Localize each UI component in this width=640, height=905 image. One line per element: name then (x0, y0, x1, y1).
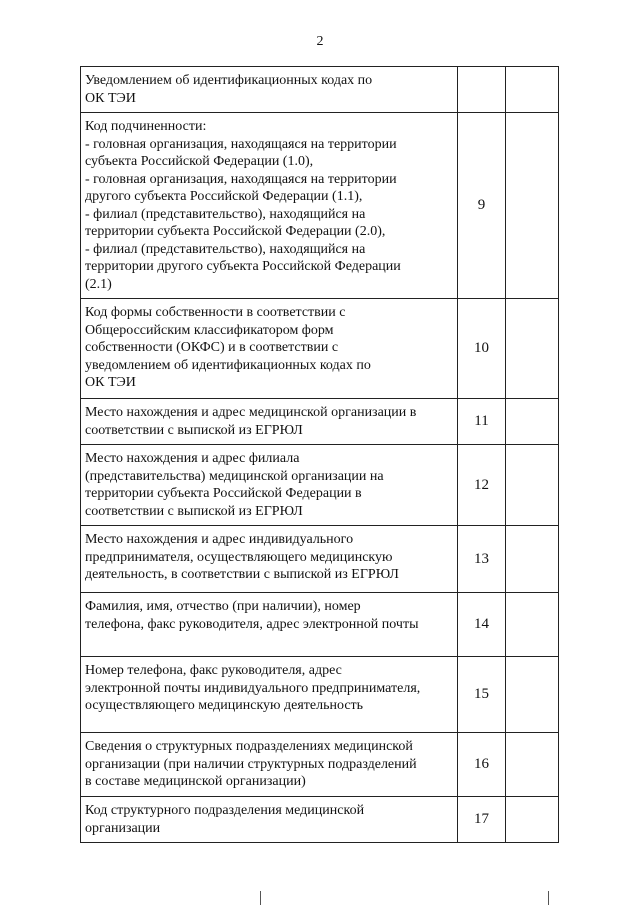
row-description-text: Место нахождения и адрес медицинской организации в соответствии с выпиской из ЕГРЮЛ (85, 405, 417, 438)
table-row (81, 113, 559, 299)
form-table (80, 66, 559, 843)
row-value-cell[interactable] (506, 733, 559, 797)
table-row (81, 445, 559, 526)
page-edge-mark (260, 891, 261, 905)
row-description-text: Уведомлением об идентификационных кодах по ОК ТЭИ (85, 73, 373, 106)
page-number: 2 (316, 34, 324, 49)
table-row (81, 733, 559, 797)
row-description-text: Код структурного подразделения медицинской организации (85, 803, 365, 836)
row-number: 10 (458, 299, 506, 399)
row-description (81, 593, 458, 657)
row-value-cell[interactable] (506, 113, 559, 299)
row-description (81, 657, 458, 733)
row-description (81, 299, 458, 399)
row-description-text: Номер телефона, факс руководителя, адрес электронной почты индивидуального предпринимателя, осуществляющего медицинскую деятельность (85, 663, 421, 713)
row-description-text: Код формы собственности в соответствии с Общероссийским классификатором форм собственности (ОКФС) и в соответствии с уведомлением об идентификационных кодах по ОК ТЭИ (85, 305, 371, 390)
page-edge-mark (548, 891, 549, 905)
row-value-cell[interactable] (506, 399, 559, 445)
row-value-cell[interactable] (506, 445, 559, 526)
table-row (81, 657, 559, 733)
row-description (81, 67, 458, 113)
row-description (81, 113, 458, 299)
table-row (81, 593, 559, 657)
row-number: 12 (458, 445, 506, 526)
row-value-cell[interactable] (506, 526, 559, 593)
row-description (81, 526, 458, 593)
row-description-text: Код подчиненности: - головная организация, находящаяся на территории субъекта Российской Федерации (1.0), - головная организация, находящаяся на территории другого субъекта Российской Федерации (1.1), - филиал (представительство), находящийся на территории субъекта Российской Федерации (2.0), - филиал (представительство), находящийся на территории другого субъекта Российской Федерации (2.1) (85, 119, 401, 292)
row-value-cell[interactable] (506, 67, 559, 113)
row-description-text: Место нахождения и адрес филиала (представительства) медицинской организации на территории субъекта Российской Федерации в соответствии с выпиской из ЕГРЮЛ (85, 451, 384, 519)
table-row (81, 299, 559, 399)
table-row (81, 399, 559, 445)
row-number: 13 (458, 526, 506, 593)
row-number: 17 (458, 797, 506, 843)
row-description (81, 445, 458, 526)
row-value-cell[interactable] (506, 797, 559, 843)
row-description-text: Фамилия, имя, отчество (при наличии), номер телефона, факс руководителя, адрес электронной почты (85, 599, 419, 632)
row-description-text: Сведения о структурных подразделениях медицинской организации (при наличии структурных подразделений в составе медицинской организации) (85, 739, 417, 789)
row-number (458, 67, 506, 113)
row-value-cell[interactable] (506, 593, 559, 657)
row-description (81, 399, 458, 445)
row-description-text: Место нахождения и адрес индивидуального предпринимателя, осуществляющего медицинскую деятельность, в соответствии с выпиской из ЕГРЮЛ (85, 532, 399, 582)
row-value-cell[interactable] (506, 299, 559, 399)
row-number: 11 (458, 399, 506, 445)
table-row (81, 526, 559, 593)
row-number: 16 (458, 733, 506, 797)
row-description (81, 797, 458, 843)
row-number: 15 (458, 657, 506, 733)
row-value-cell[interactable] (506, 657, 559, 733)
table-row (81, 797, 559, 843)
row-description (81, 733, 458, 797)
row-number: 14 (458, 593, 506, 657)
table-row (81, 67, 559, 113)
row-number: 9 (458, 113, 506, 299)
